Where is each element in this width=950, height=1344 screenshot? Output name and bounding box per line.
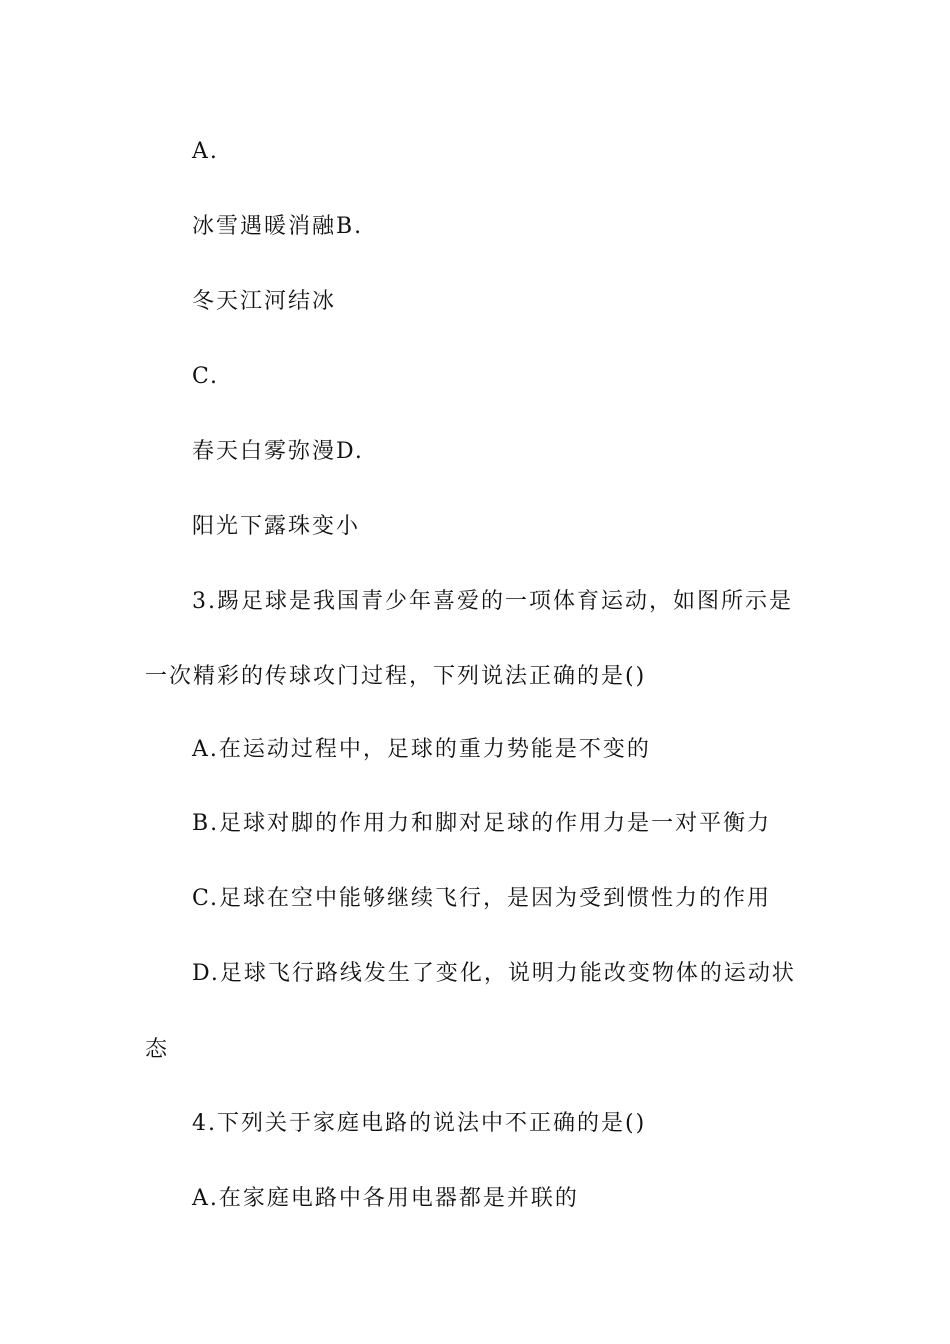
question-3-option-d: D.足球飞行路线发生了变化，说明力能改变物体的运动状	[192, 961, 796, 986]
option-c-text-and-d-label: 春天白雾弥漫D.	[192, 439, 364, 464]
option-c-label: C.	[192, 364, 220, 389]
question-3-option-a: A.在运动过程中，足球的重力势能是不变的	[192, 737, 651, 762]
question-3-option-c: C.足球在空中能够继续飞行，是因为受到惯性力的作用	[192, 886, 772, 911]
option-a-label: A.	[192, 139, 219, 164]
question-3-stem: 3.踢足球是我国青少年喜爱的一项体育运动，如图所示是	[192, 589, 793, 614]
question-3-option-d-continued: 态	[145, 1037, 170, 1062]
option-d-text: 阳光下露珠变小	[192, 514, 361, 539]
option-a-text-and-b-label: 冰雪遇暖消融B.	[192, 214, 364, 239]
question-3-stem-continued: 一次精彩的传球攻门过程，下列说法正确的是()	[145, 664, 647, 689]
question-3-option-b: B.足球对脚的作用力和脚对足球的作用力是一对平衡力	[192, 811, 772, 836]
option-b-text: 冬天江河结冰	[192, 289, 337, 314]
question-4-stem: 4.下列关于家庭电路的说法中不正确的是()	[192, 1111, 647, 1136]
question-4-option-a: A.在家庭电路中各用电器都是并联的	[192, 1186, 579, 1211]
